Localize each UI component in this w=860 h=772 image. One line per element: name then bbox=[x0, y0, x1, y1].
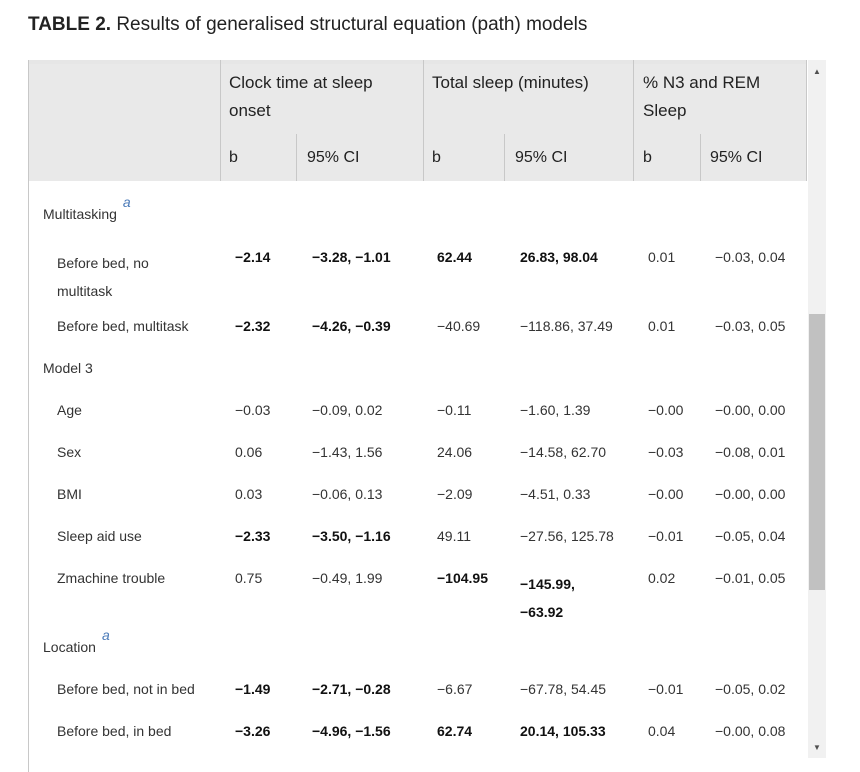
table-cell: −2.09 bbox=[437, 486, 473, 502]
table-cell: −118.86, 37.49 bbox=[520, 318, 613, 334]
table-cell: 0.01 bbox=[648, 318, 676, 334]
subheader-ci: 95% CI bbox=[307, 149, 360, 166]
table-cell: −0.00, 0.08 bbox=[715, 723, 786, 739]
table-caption bbox=[28, 14, 587, 36]
subheader-ci: 95% CI bbox=[515, 149, 568, 166]
table-cell: −0.05, 0.04 bbox=[715, 528, 786, 544]
table-cell: −6.67 bbox=[437, 681, 473, 697]
table-cell: 26.83, 98.04 bbox=[520, 249, 598, 265]
table-cell: −14.58, 62.70 bbox=[520, 444, 607, 460]
table-cell: 62.44 bbox=[437, 249, 473, 265]
table-cell: 0.06 bbox=[235, 444, 263, 460]
table-cell: −2.71, −0.28 bbox=[312, 681, 391, 697]
row-label: Sex bbox=[57, 444, 82, 460]
table-cell: 0.02 bbox=[648, 570, 676, 586]
table-cell: −2.14 bbox=[235, 249, 271, 265]
table-cell: −1.60, 1.39 bbox=[520, 402, 591, 418]
table-cell: −0.00, 0.00 bbox=[715, 402, 786, 418]
header-divider bbox=[806, 60, 807, 181]
table-cell: −0.49, 1.99 bbox=[312, 570, 383, 586]
subheader-b: b bbox=[643, 149, 652, 166]
table-caption-text: Results of generalised structural equation (path) models bbox=[116, 14, 588, 35]
row-label: Before bed, not in bed bbox=[57, 681, 195, 697]
subheader-b: b bbox=[229, 149, 238, 166]
table-cell: −3.28, −1.01 bbox=[312, 249, 391, 265]
table-cell: −2.33 bbox=[235, 528, 271, 544]
table-cell: −4.26, −0.39 bbox=[312, 318, 391, 334]
table-cell: −0.00 bbox=[648, 486, 684, 502]
table-cell: −0.03 bbox=[235, 402, 271, 418]
row-label: Before bed, in bed bbox=[57, 723, 172, 739]
table-cell: −0.03 bbox=[648, 444, 684, 460]
section-label-model-3: Model 3 bbox=[43, 360, 93, 376]
table-cell: −27.56, 125.78 bbox=[520, 528, 614, 544]
table-caption-label: TABLE 2. bbox=[28, 14, 112, 35]
table-cell: −0.09, 0.02 bbox=[312, 402, 383, 418]
scroll-thumb[interactable] bbox=[809, 314, 825, 590]
vertical-scrollbar[interactable] bbox=[808, 60, 826, 758]
col-header-sleep-onset: Clock time at sleep onset bbox=[229, 73, 373, 120]
row-label: BMI bbox=[57, 486, 82, 502]
scroll-up-icon[interactable]: ▲ bbox=[813, 66, 821, 76]
table-cell: −1.43, 1.56 bbox=[312, 444, 383, 460]
table-cell: 20.14, 105.33 bbox=[520, 723, 606, 739]
table-cell: 24.06 bbox=[437, 444, 473, 460]
table-cell: 62.74 bbox=[437, 723, 473, 739]
table-cell: −0.05, 0.02 bbox=[715, 681, 786, 697]
table-cell: −104.95 bbox=[437, 570, 488, 586]
table-cell: 0.04 bbox=[648, 723, 676, 739]
row-label: Zmachine trouble bbox=[57, 570, 166, 586]
footnote-marker: a bbox=[101, 627, 110, 643]
table-cell: 0.03 bbox=[235, 486, 263, 502]
table-cell: −2.32 bbox=[235, 318, 271, 334]
col-header-n3-rem: % N3 and REM Sleep bbox=[643, 73, 761, 120]
subheader-ci: 95% CI bbox=[710, 149, 763, 166]
section-label-text: Location bbox=[43, 639, 96, 655]
table-cell: 0.75 bbox=[235, 570, 263, 586]
table-cell: −0.03, 0.05 bbox=[715, 318, 786, 334]
row-label: Before bed, no multitask bbox=[57, 255, 149, 299]
table-cell: −4.96, −1.56 bbox=[312, 723, 391, 739]
scroll-down-icon[interactable]: ▼ bbox=[813, 742, 821, 752]
table-cell: −3.50, −1.16 bbox=[312, 528, 391, 544]
table-cell: −4.51, 0.33 bbox=[520, 486, 591, 502]
section-label-text: Multitasking bbox=[43, 206, 117, 222]
col-header-total-sleep: Total sleep (minutes) bbox=[432, 73, 589, 92]
header-subdivider bbox=[296, 134, 297, 181]
results-table bbox=[28, 60, 807, 772]
table-cell: −0.01, 0.05 bbox=[715, 570, 786, 586]
footnote-marker: a bbox=[122, 194, 131, 210]
row-label: Age bbox=[57, 402, 82, 418]
header-divider bbox=[633, 60, 634, 181]
row-label: Before bed, multitask bbox=[57, 318, 189, 334]
table-cell: −0.06, 0.13 bbox=[312, 486, 383, 502]
section-label-location bbox=[43, 627, 110, 655]
table-cell: −145.99, −63.92 bbox=[520, 576, 575, 620]
header-divider bbox=[423, 60, 424, 181]
row-label: Sleep aid use bbox=[57, 528, 142, 544]
section-label-multitasking bbox=[43, 194, 131, 222]
table-cell: −0.11 bbox=[437, 402, 472, 418]
table-cell: −0.01 bbox=[648, 528, 684, 544]
table-cell: −3.26 bbox=[235, 723, 271, 739]
table-cell: 49.11 bbox=[437, 528, 471, 544]
table-cell: −1.49 bbox=[235, 681, 271, 697]
header-subdivider bbox=[700, 134, 701, 181]
table-cell: −0.01 bbox=[648, 681, 684, 697]
table-cell: −0.00 bbox=[648, 402, 684, 418]
table-cell: 0.01 bbox=[648, 249, 676, 265]
table-cell: −0.00, 0.00 bbox=[715, 486, 786, 502]
table-cell: −40.69 bbox=[437, 318, 481, 334]
table-cell: −67.78, 54.45 bbox=[520, 681, 607, 697]
header-subdivider bbox=[504, 134, 505, 181]
table-cell: −0.03, 0.04 bbox=[715, 249, 786, 265]
header-divider bbox=[220, 60, 221, 181]
clipped-header-row bbox=[29, 60, 807, 64]
subheader-b: b bbox=[432, 149, 441, 166]
table-cell: −0.08, 0.01 bbox=[715, 444, 786, 460]
